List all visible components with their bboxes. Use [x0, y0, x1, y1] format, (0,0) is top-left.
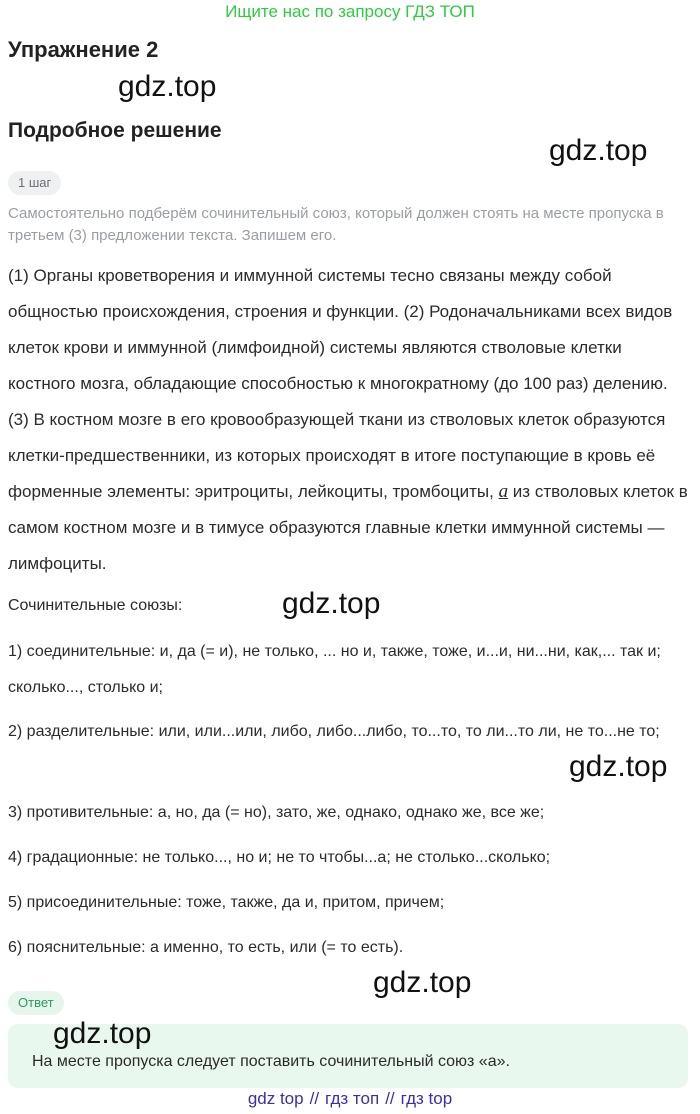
conjunctions-list-title: Сочинительные союзы:: [8, 597, 183, 614]
passage-after-gap: из стволовых клеток в самом костном мозге и в тимусе образуются главные клетки иммунной системы — лимфоциты.: [8, 482, 688, 573]
watermark: gdz.top: [53, 1017, 152, 1050]
conjunction-item: 4) градационные: не только..., но и; не то чтобы...а; не столько...сколько;: [8, 849, 551, 866]
exercise-title: Упражнение 2: [8, 37, 159, 62]
conjunction-item: 6) пояснительные: а именно, то есть, или (= то есть).: [8, 939, 404, 956]
watermark: gdz.top: [549, 134, 648, 167]
footer-links: [0, 1088, 700, 1110]
conjunction-item: 1) соединительные: и, да (= и), не только, ... но и, также, тоже, и...и, ни...ни, как,... так и; сколько..., столько и;: [8, 643, 661, 696]
watermark: gdz.top: [282, 587, 381, 620]
conjunction-item: 3) противительные: а, но, да (= но), зато, же, однако, однако же, все же;: [8, 804, 545, 821]
answer-text: На месте пропуска следует поставить сочинительный союз «а».: [32, 1053, 510, 1070]
footer-link[interactable]: гдз топ: [325, 1089, 380, 1108]
conjunction-item: 5) присоединительные: тоже, также, да и, притом, причем;: [8, 894, 445, 911]
watermark: gdz.top: [569, 750, 668, 783]
step-description: Самостоятельно подберём сочинительный союз, который должен стоять на месте пропуска в третьем (3) предложении текста. Запишем его.: [8, 205, 664, 244]
watermark: gdz.top: [373, 966, 472, 999]
answer-badge: Ответ: [8, 991, 64, 1015]
conjunction-item: 2) разделительные: или, или...или, либо, либо...либо, то...то, то ли...то ли, не то...не то;: [8, 723, 660, 740]
footer-link[interactable]: gdz top: [247, 1089, 304, 1108]
watermark: gdz.top: [118, 70, 217, 103]
footer-separator: //: [385, 1089, 395, 1108]
footer-link[interactable]: гдз top: [400, 1089, 453, 1108]
footer-separator: //: [309, 1089, 320, 1108]
text-passage: [8, 258, 692, 582]
gap-word: а: [498, 481, 509, 502]
step-badge: 1 шаг: [8, 171, 61, 195]
solution-title: Подробное решение: [8, 119, 222, 142]
passage-before-gap: (1) Органы кроветворения и иммунной системы тесно связаны между собой общностью происхождения, строения и функции. (2) Родоначальниками всех видов клеток крови и иммунной (лимфоидной) системы являются стволовые клетки костного мозга, обладающие способностью к многократному (до 100 раз) делению. (3) В костном мозге в его кровообразующей ткани из стволовых клеток образуются клетки-предшественники, из которых происходят в итоге поступающие в кровь её форменные элементы: эритроциты, лейкоциты, тромбоциты,: [8, 266, 673, 501]
search-banner: Ищите нас по запросу ГДЗ ТОП: [225, 2, 475, 21]
